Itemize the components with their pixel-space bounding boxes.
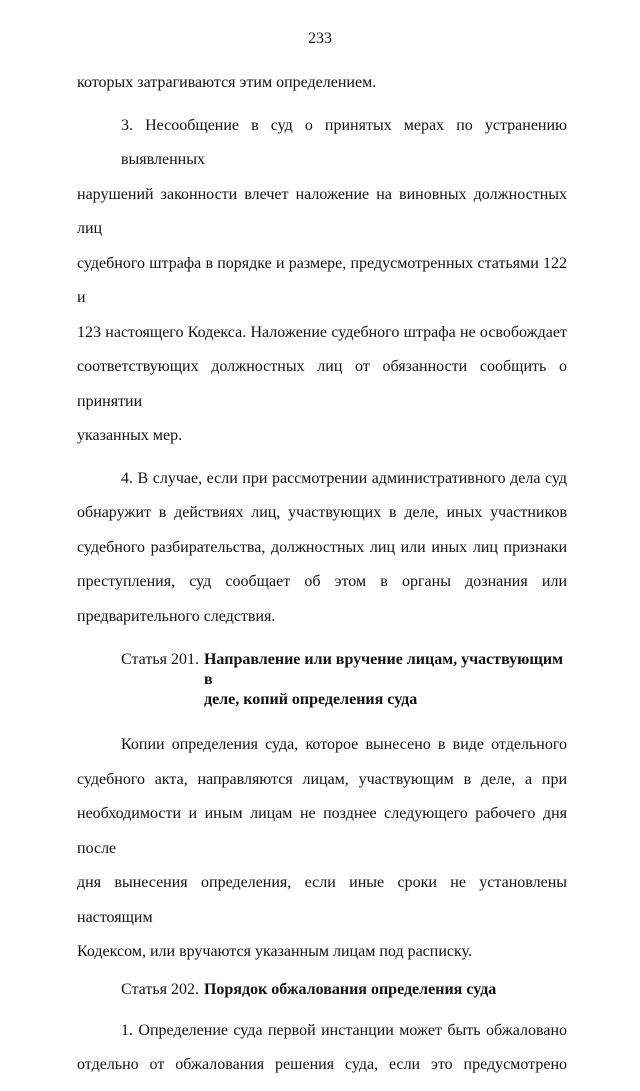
text-line: 4. В случае, если при рассмотрении административного дела суд	[121, 469, 567, 487]
text-line: соответствующих должностных лиц от обязанности сообщить о принятии	[77, 358, 567, 410]
article-201-body	[77, 728, 567, 970]
text-line: судебного штрафа в порядке и размере, предусмотренных статьями 122 и	[77, 254, 567, 306]
article-number: Статья 202.	[121, 980, 199, 998]
text-line: необходимости и иным лицам не позднее следующего рабочего дня после	[77, 805, 567, 857]
article-title-line: деле, копий определения суда	[203, 691, 418, 708]
text-line: преступления, суд сообщает об этом в органы дознания или	[77, 573, 567, 590]
text-line: которых затрагиваются этим определением.	[77, 74, 377, 91]
paragraph-continuation	[77, 66, 567, 101]
text-line: дня вынесения определения, если иные сроки не установлены настоящим	[77, 874, 567, 926]
text-line: нарушений законности влечет наложение на виновных должностных лиц	[77, 185, 567, 237]
text-line: 1. Определение суда первой инстанции может быть обжаловано	[121, 1021, 567, 1039]
text-line: 123 настоящего Кодекса. Наложение судебного штрафа не освобождает	[77, 323, 567, 341]
article-title-line: Направление или вручение лицам, участвующим в	[203, 651, 564, 688]
article-title: Порядок обжалования определения суда	[203, 980, 497, 998]
page-number: 233	[308, 30, 332, 47]
article-202-body	[77, 1014, 567, 1083]
text-line: 3. Несообщение в суд о принятых мерах по устранению выявленных	[121, 116, 567, 168]
article-title	[199, 650, 567, 710]
paragraph-item-4	[77, 462, 567, 635]
paragraph-item-3	[77, 109, 567, 454]
article-number: Статья 201.	[121, 651, 199, 668]
text-line: отдельно от обжалования решения суда, если это предусмотрено	[77, 1056, 567, 1073]
article-202-heading	[77, 980, 567, 1000]
text-line: Кодексом, или вручаются указанным лицам под расписку.	[77, 943, 472, 960]
article-201-heading	[77, 650, 567, 710]
text-line: судебного акта, направляются лицам, участвующим в деле, а при	[77, 770, 567, 788]
text-line: Копии определения суда, которое вынесено в виде отдельного	[121, 736, 567, 753]
text-line: указанных мер.	[77, 427, 183, 444]
text-line: предварительного следствия.	[77, 607, 276, 625]
text-line: судебного разбирательства, должностных лиц или иных лиц признаки	[77, 538, 567, 556]
document-body	[77, 66, 567, 1091]
text-line: обнаружит в действиях лиц, участвующих в деле, иных участников	[77, 504, 567, 521]
